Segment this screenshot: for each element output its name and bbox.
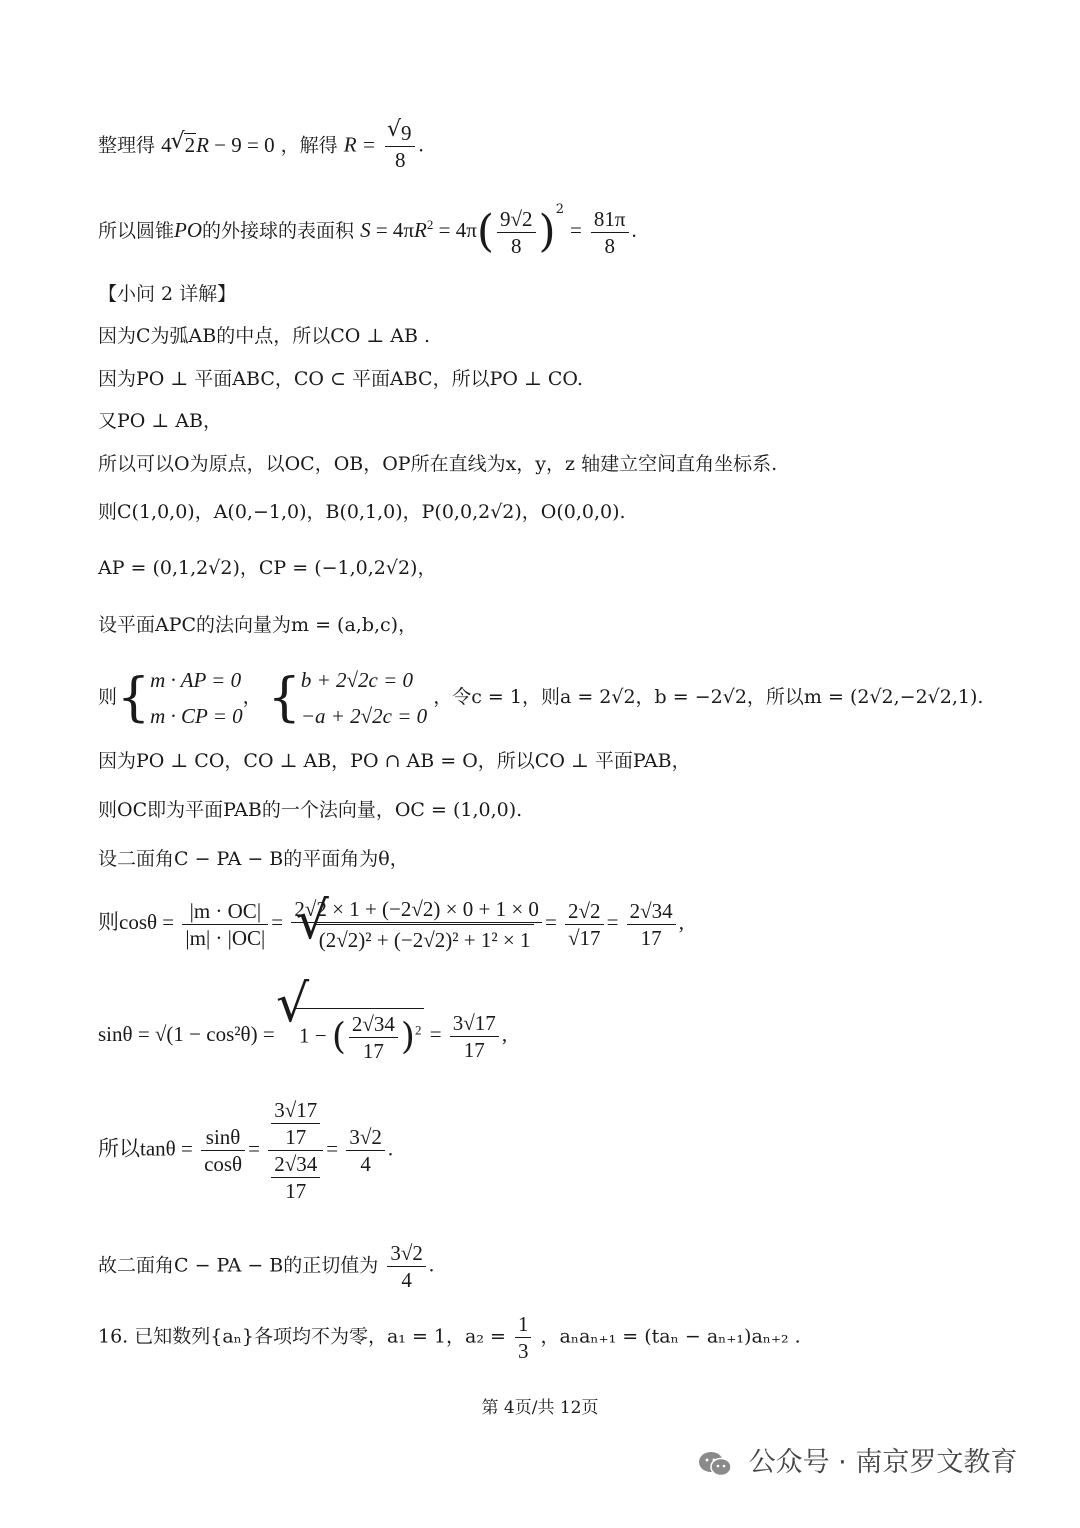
line-po-perp-co: 因为PO ⊥ 平面ABC，CO ⊂ 平面ABC，所以PO ⊥ CO. — [98, 368, 583, 390]
line-normal-vector: 设平面APC的法向量为m = (a,b,c)， — [98, 614, 418, 636]
line-cos-theta: 则cosθ = $\frac{|m \cdot OC|}{|m| \cdot |OC|}$ = 2√2 × 1 + (−2√2) × 0 + 1 × 0 √ (2√2)² + (−2√2)² + 1² × 1 = $\frac{2√2}{√17}$ = $\frac{2√34}{17}$ , — [98, 896, 684, 953]
line-points: 则C(1,0,0)，A(0,−1,0)，B(0,1,0)，P(0,0,2√2)，O(0,0,0). — [98, 501, 626, 523]
watermark-text: 公众号 · 南京罗文教育 — [748, 1447, 1018, 1478]
page-footer: 第 4页/共 12页 — [481, 1398, 599, 1418]
line-surface-area: 所以圆锥PO的外接球的表面积 $S = 4\pi R^2 = 4\pi$( $\frac{9√2}{8}$ )$^2$ = $\frac{81\pi}{8}$ . — [98, 202, 637, 258]
line-dihedral-angle: 设二面角C − PA − B的平面角为θ， — [98, 848, 409, 870]
line-vectors: AP = (0,1,2√2)，CP = (−1,0,2√2)， — [98, 557, 437, 579]
line-solve-r: 整理得 4√ 2R − 9 = 0 ，解得 R = √ $\frac{9}{8}$ . — [98, 120, 424, 173]
line-coordinate-system: 所以可以O为原点，以OC，OB，OP所在直线为x，y，z 轴建立空间直角坐标系. — [98, 453, 778, 475]
line-tan-theta: 所以tanθ = $\frac{\sin\theta}{\cos\theta}$ = $\frac{\frac{3√17}{17}}{\frac{2√34}{17}}$ = $\frac{3√2}{4}$ . — [98, 1098, 394, 1203]
section-heading: 【小问 2 详解】 — [98, 283, 237, 305]
line-equation-system: 则{m · AP = 0 m · CP = 0， {b + 2√2c = 0 −a + 2√2c = 0 ，令c = 1，则a = 2√2，b = −2√2，所以m = (2√2,−2√2,1). — [98, 668, 984, 728]
line-sin-theta: sinθ = √(1 − cos²θ) = √ 1 − ( $\frac{2√34}{17}$ )$^2$ = $\frac{3√17}{17}$ , — [98, 1008, 507, 1064]
line-oc-normal: 则OC即为平面PAB的一个法向量，OC = (1,0,0). — [98, 799, 523, 821]
line-tangent-value: 故二面角C − PA − B的正切值为 $\frac{3√2}{4}$ . — [98, 1241, 435, 1292]
watermark — [698, 1440, 1017, 1479]
problem-16: 16. 已知数列{aₙ}各项均不为零，a₁ = 1，a₂ = $\frac{1}{3}$ ，aₙaₙ₊₁ = (taₙ − aₙ₊₁)aₙ₊₂ . — [98, 1312, 801, 1363]
line-co-perp-ab: 因为C为弧AB的中点，所以CO ⊥ AB . — [98, 325, 431, 347]
line-co-perp-pab: 因为PO ⊥ CO，CO ⊥ AB，PO ∩ AB = O，所以CO ⊥ 平面PAB， — [98, 750, 691, 772]
wechat-icon — [698, 1451, 732, 1477]
line-po-perp-ab: 又PO ⊥ AB， — [98, 410, 222, 432]
